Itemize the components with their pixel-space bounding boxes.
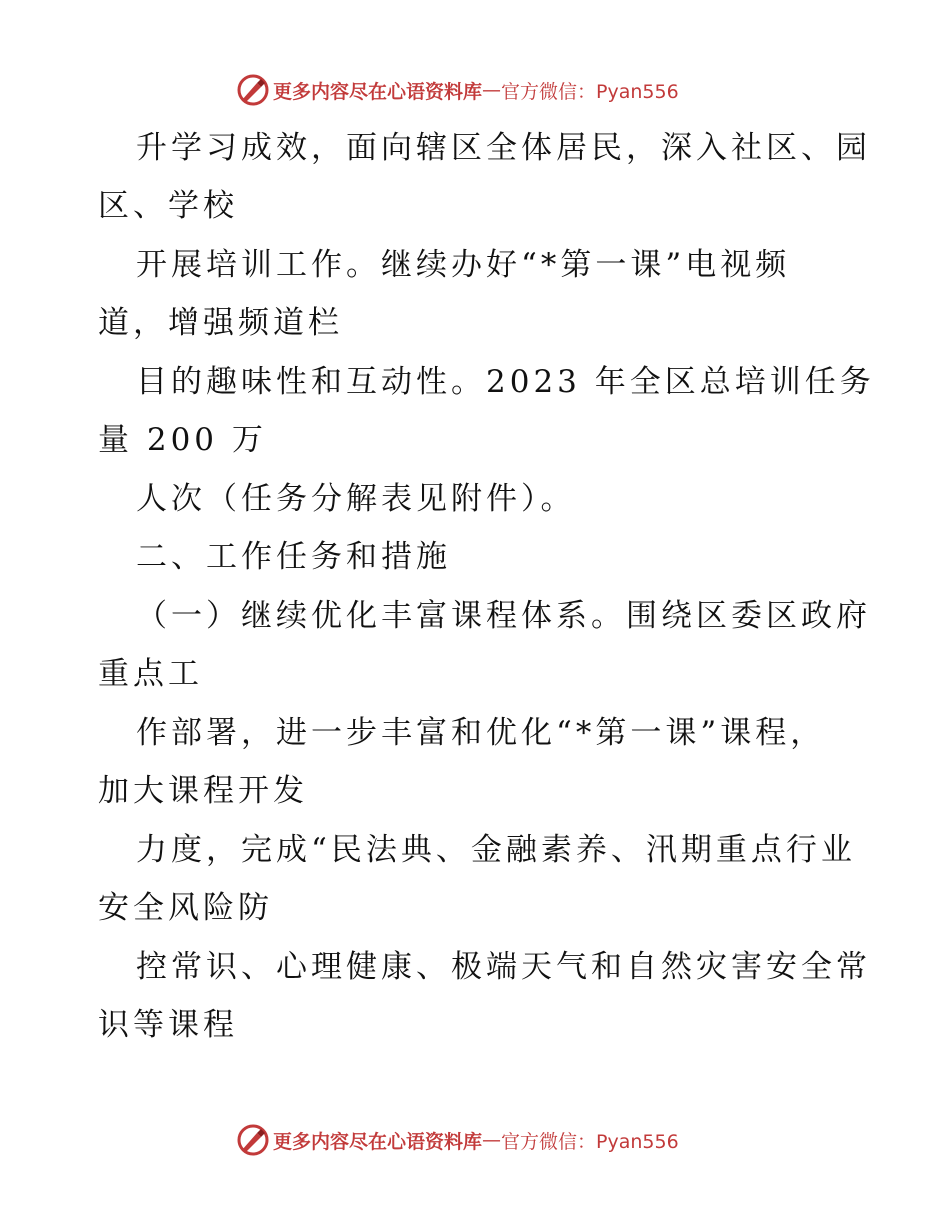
text-line: 人次（任务分解表见附件）。 bbox=[136, 481, 576, 517]
text-line: 开展培训工作。继续办好“*第一课”电视频 bbox=[136, 247, 791, 283]
text-line: 重点工 bbox=[98, 656, 203, 692]
pen-logo-icon bbox=[236, 73, 270, 107]
watermark-separator: — bbox=[482, 79, 502, 101]
watermark-main-text: 更多内容尽在心语资料库 bbox=[273, 1130, 483, 1153]
text-line: 力度，完成“民法典、金融素养、汛期重点行业 bbox=[136, 832, 856, 868]
text-line: 量 200 万 bbox=[98, 422, 267, 458]
text-line: 目的趣味性和互动性。2023 年全区总培训任务 bbox=[136, 364, 875, 400]
footer-watermark bbox=[236, 1123, 679, 1157]
text-line: （一）继续优化丰富课程体系。围绕区委区政府 bbox=[136, 598, 871, 634]
text-line: 作部署，进一步丰富和优化“*第一课”课程， bbox=[136, 715, 826, 751]
text-line: 道，增强频道栏 bbox=[98, 305, 343, 341]
header-watermark bbox=[236, 73, 679, 107]
text-line: 加大课程开发 bbox=[98, 773, 308, 809]
text-line: 识等课程 bbox=[98, 1007, 238, 1043]
text-line: 安全风险防 bbox=[98, 890, 273, 926]
watermark-contact: 官方微信：Pyan556 bbox=[501, 80, 679, 103]
text-line: 区、学校 bbox=[98, 188, 238, 224]
watermark-contact: 官方微信：Pyan556 bbox=[501, 1130, 679, 1153]
text-line: 升学习成效，面向辖区全体居民，深入社区、园 bbox=[136, 130, 871, 166]
watermark-separator: — bbox=[482, 1129, 502, 1151]
pen-logo-icon bbox=[236, 1123, 270, 1157]
section-heading: 二、工作任务和措施 bbox=[136, 539, 451, 575]
watermark-main-text: 更多内容尽在心语资料库 bbox=[273, 80, 483, 103]
text-line: 控常识、心理健康、极端天气和自然灾害安全常 bbox=[136, 949, 871, 985]
